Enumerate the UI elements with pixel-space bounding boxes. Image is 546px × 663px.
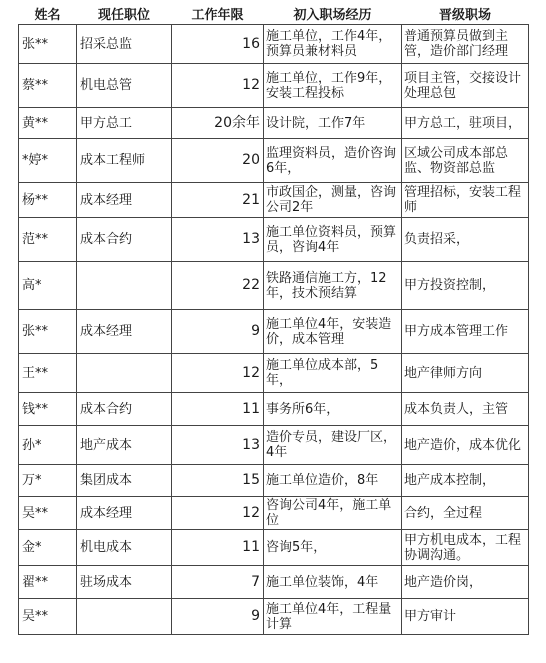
table-row — [19, 25, 529, 64]
cell-promotion: 甲方成本管理工作 — [402, 310, 529, 354]
cell-promotion: 地产律师方向 — [402, 354, 529, 393]
cell-name: 范** — [19, 218, 77, 262]
cell-promotion: 甲方审计 — [402, 599, 529, 635]
cell-first-job: 施工单位4年，安装造价，成本管理 — [264, 310, 402, 354]
cell-first-job: 事务所6年， — [264, 393, 402, 426]
cell-first-job: 咨询公司4年，施工单位 — [264, 497, 402, 530]
table-row — [19, 426, 529, 465]
cell-position: 成本工程师 — [77, 139, 172, 183]
cell-name: 张** — [19, 310, 77, 354]
cell-promotion: 管理招标，安装工程师 — [402, 183, 529, 218]
cell-years: 13 — [172, 218, 264, 262]
career-table — [18, 4, 529, 635]
cell-first-job: 监理资料员，造价咨询6年， — [264, 139, 402, 183]
cell-name: 杨** — [19, 183, 77, 218]
cell-name: 金* — [19, 530, 77, 566]
cell-promotion: 普通预算员做到主管，造价部门经理 — [402, 25, 529, 64]
cell-name: 吴** — [19, 497, 77, 530]
cell-position: 地产成本 — [77, 426, 172, 465]
cell-first-job: 咨询5年， — [264, 530, 402, 566]
cell-position — [77, 354, 172, 393]
table-row — [19, 354, 529, 393]
cell-name: 张** — [19, 25, 77, 64]
cell-first-job: 铁路通信施工方，12年，技术预结算 — [264, 262, 402, 310]
career-table-sheet — [18, 4, 528, 635]
table-row — [19, 566, 529, 599]
cell-position: 成本经理 — [77, 310, 172, 354]
cell-name: 孙* — [19, 426, 77, 465]
cell-first-job: 施工单位成本部，5年， — [264, 354, 402, 393]
table-row — [19, 497, 529, 530]
table-row — [19, 465, 529, 497]
cell-first-job: 施工单位，工作4年，预算员兼材料员 — [264, 25, 402, 64]
cell-position: 集团成本 — [77, 465, 172, 497]
cell-promotion: 成本负责人，主管 — [402, 393, 529, 426]
table-row — [19, 218, 529, 262]
cell-first-job: 市政国企，测量，咨询公司2年 — [264, 183, 402, 218]
cell-years: 12 — [172, 64, 264, 108]
cell-name: 高* — [19, 262, 77, 310]
cell-name: *婷* — [19, 139, 77, 183]
cell-first-job: 施工单位资料员，预算员，咨询4年 — [264, 218, 402, 262]
cell-position: 成本合约 — [77, 393, 172, 426]
cell-years: 21 — [172, 183, 264, 218]
cell-position: 招采总监 — [77, 25, 172, 64]
cell-promotion: 甲方投资控制， — [402, 262, 529, 310]
cell-promotion: 区域公司成本部总监、物资部总监 — [402, 139, 529, 183]
cell-first-job: 造价专员，建设厂区，4年 — [264, 426, 402, 465]
cell-name: 钱** — [19, 393, 77, 426]
cell-name: 翟** — [19, 566, 77, 599]
cell-position: 机电成本 — [77, 530, 172, 566]
header-promotion: 晋级职场 — [438, 8, 491, 23]
table-row — [19, 530, 529, 566]
cell-years: 9 — [172, 599, 264, 635]
table-row — [19, 310, 529, 354]
cell-years: 15 — [172, 465, 264, 497]
cell-position: 机电总管 — [77, 64, 172, 108]
cell-position: 成本经理 — [77, 497, 172, 530]
cell-name: 蔡** — [19, 64, 77, 108]
cell-years: 22 — [172, 262, 264, 310]
cell-promotion: 项目主管，交接设计处理总包 — [402, 64, 529, 108]
cell-promotion: 合约，全过程 — [402, 497, 529, 530]
cell-promotion: 地产造价岗， — [402, 566, 529, 599]
cell-first-job: 施工单位4年，工程量计算 — [264, 599, 402, 635]
cell-first-job: 施工单位造价，8年 — [264, 465, 402, 497]
cell-years: 7 — [172, 566, 264, 599]
cell-promotion: 甲方总工，驻项目， — [402, 108, 529, 139]
header-name: 姓名 — [34, 8, 61, 23]
table-row — [19, 599, 529, 635]
header-years: 工作年限 — [191, 8, 244, 23]
table-row — [19, 64, 529, 108]
cell-promotion: 甲方机电成本，工程协调沟通。 — [402, 530, 529, 566]
cell-position: 成本合约 — [77, 218, 172, 262]
cell-years: 20 — [172, 139, 264, 183]
table-row — [19, 108, 529, 139]
table-row — [19, 139, 529, 183]
cell-name: 王** — [19, 354, 77, 393]
table-row — [19, 183, 529, 218]
cell-first-job: 设计院，工作7年 — [264, 108, 402, 139]
cell-position — [77, 262, 172, 310]
cell-years: 16 — [172, 25, 264, 64]
header-position: 现任职位 — [97, 8, 150, 23]
cell-first-job: 施工单位装饰，4年 — [264, 566, 402, 599]
table-row — [19, 393, 529, 426]
cell-years: 11 — [172, 393, 264, 426]
cell-promotion: 地产成本控制， — [402, 465, 529, 497]
cell-position: 驻场成本 — [77, 566, 172, 599]
cell-years: 20余年 — [172, 108, 264, 139]
header-first-job: 初入职场经历 — [293, 8, 372, 23]
cell-position — [77, 599, 172, 635]
cell-years: 13 — [172, 426, 264, 465]
cell-name: 黄** — [19, 108, 77, 139]
cell-position: 甲方总工 — [77, 108, 172, 139]
cell-name: 万* — [19, 465, 77, 497]
cell-promotion: 负责招采， — [402, 218, 529, 262]
cell-position: 成本经理 — [77, 183, 172, 218]
header-row — [19, 4, 529, 25]
cell-years: 9 — [172, 310, 264, 354]
cell-name: 吴** — [19, 599, 77, 635]
cell-years: 12 — [172, 497, 264, 530]
table-row — [19, 262, 529, 310]
cell-promotion: 地产造价，成本优化 — [402, 426, 529, 465]
cell-years: 12 — [172, 354, 264, 393]
table-body — [19, 25, 529, 635]
cell-first-job: 施工单位，工作9年，安装工程投标 — [264, 64, 402, 108]
cell-years: 11 — [172, 530, 264, 566]
